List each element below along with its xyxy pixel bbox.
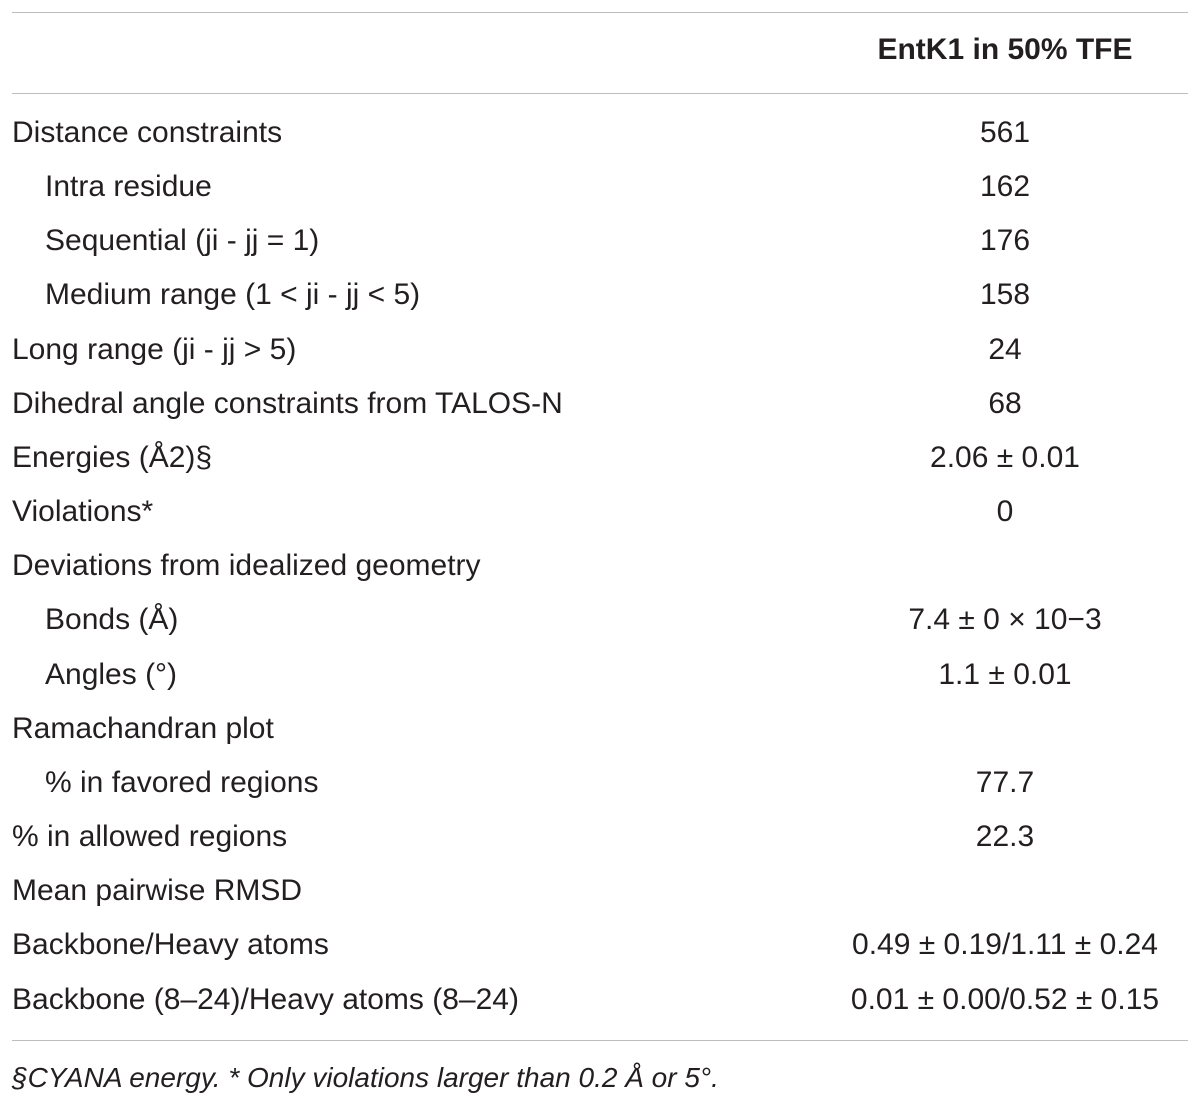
row-value: 22.3	[975, 820, 1035, 853]
row-value: 162	[979, 170, 1031, 203]
row-value: 0.49 ± 0.19/1.11 ± 0.24	[852, 928, 1158, 961]
row-label: Mean pairwise RMSD	[12, 874, 303, 907]
row-label: Long range (ji - jj > 5)	[12, 333, 297, 366]
row-label: Backbone (8–24)/Heavy atoms (8–24)	[12, 983, 519, 1016]
table-row	[0, 268, 1200, 322]
table-row	[0, 702, 1200, 756]
table-row	[0, 918, 1200, 972]
table-row	[0, 377, 1200, 431]
table-footnote: §CYANA energy. * Only violations larger than 0.2 Å or 5°.	[12, 1062, 719, 1093]
row-value: 176	[979, 224, 1031, 257]
table-row	[0, 648, 1200, 702]
table-row	[0, 485, 1200, 539]
table-row	[0, 160, 1200, 214]
row-value: 24	[988, 333, 1022, 366]
row-value: 561	[979, 116, 1031, 149]
row-label: Distance constraints	[12, 116, 283, 149]
table-row	[0, 214, 1200, 268]
row-value: 1.1 ± 0.01	[938, 658, 1072, 691]
row-label: Violations*	[12, 495, 154, 528]
row-value: 158	[979, 278, 1031, 311]
row-label: Deviations from idealized geometry	[12, 549, 481, 582]
row-label: Intra residue	[45, 170, 212, 203]
row-label: Angles (°)	[45, 658, 178, 691]
table-top-rule	[12, 12, 1188, 13]
table-row	[0, 810, 1200, 864]
row-value: 0	[996, 495, 1014, 528]
table-bottom-rule	[12, 1040, 1188, 1041]
table-row	[0, 864, 1200, 918]
row-label: Sequential (ji - jj = 1)	[45, 224, 320, 257]
row-label: Medium range (1 < ji - jj < 5)	[45, 278, 421, 311]
row-label: Ramachandran plot	[12, 712, 274, 745]
row-label: Energies (Å2)§	[12, 441, 213, 474]
row-value: 7.4 ± 0 × 10−3	[908, 603, 1102, 636]
header-rule	[12, 93, 1188, 94]
row-label: Dihedral angle constraints from TALOS-N	[12, 387, 563, 420]
table-row	[0, 756, 1200, 810]
row-value: 68	[988, 387, 1022, 420]
column-header: EntK1 in 50% TFE	[877, 33, 1133, 66]
row-value: 77.7	[975, 766, 1035, 799]
row-label: Bonds (Å)	[45, 603, 179, 636]
row-label: % in favored regions	[45, 766, 319, 799]
row-value: 0.01 ± 0.00/0.52 ± 0.15	[850, 983, 1160, 1016]
table-row	[0, 323, 1200, 377]
table-row	[0, 106, 1200, 160]
table-row	[0, 539, 1200, 593]
table-row	[0, 973, 1200, 1027]
row-value: 2.06 ± 0.01	[930, 441, 1080, 474]
table-row	[0, 593, 1200, 647]
row-label: Backbone/Heavy atoms	[12, 928, 329, 961]
table-row	[0, 431, 1200, 485]
row-label: % in allowed regions	[12, 820, 288, 853]
